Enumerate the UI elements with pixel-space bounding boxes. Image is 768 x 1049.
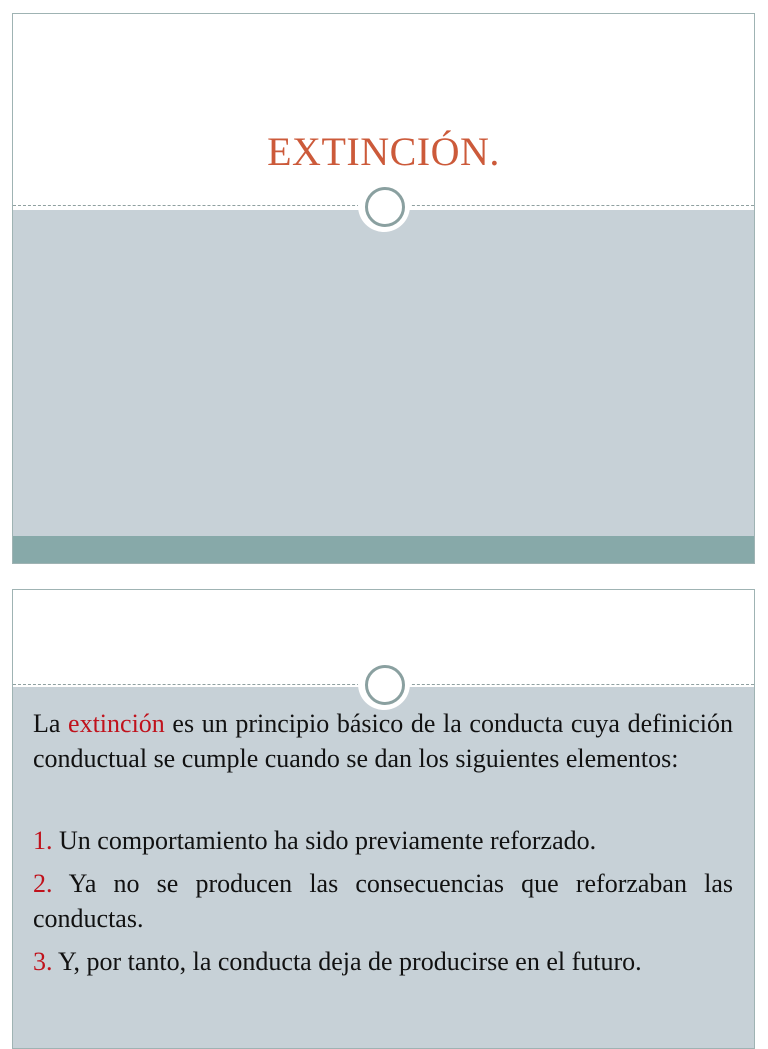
item-text: Ya no se producen las consecuencias que reforzaban las conductas. (33, 869, 733, 933)
item-number: 3. (33, 947, 53, 976)
item-text: Y, por tanto, la conducta deja de producirse en el futuro. (52, 947, 642, 976)
list-item (33, 944, 733, 979)
circle-ornament-icon (358, 180, 410, 232)
intro-text-start: La (33, 709, 69, 738)
item-text: Un comportamiento ha sido previamente reforzado. (52, 826, 597, 855)
content-slide (12, 589, 755, 1049)
intro-paragraph (33, 706, 733, 776)
slide-title: EXTINCIÓN. (267, 129, 500, 174)
slide-content (33, 706, 733, 987)
list-item (33, 866, 733, 936)
slide-body-area (13, 210, 754, 536)
circle-ornament-icon (358, 658, 410, 710)
item-number: 1. (33, 826, 53, 855)
ring-icon (365, 665, 405, 705)
intro-text-end: es un principio básico de la conducta cuya definición conductual se cumple cuando se dan los siguientes elementos: (33, 709, 733, 773)
ring-icon (365, 187, 405, 227)
slide-header-area (13, 14, 754, 206)
item-number: 2. (33, 869, 53, 898)
title-slide (12, 13, 755, 564)
slide-footer-bar (13, 536, 754, 563)
highlighted-term: extinción (68, 709, 165, 738)
list-item (33, 823, 733, 858)
